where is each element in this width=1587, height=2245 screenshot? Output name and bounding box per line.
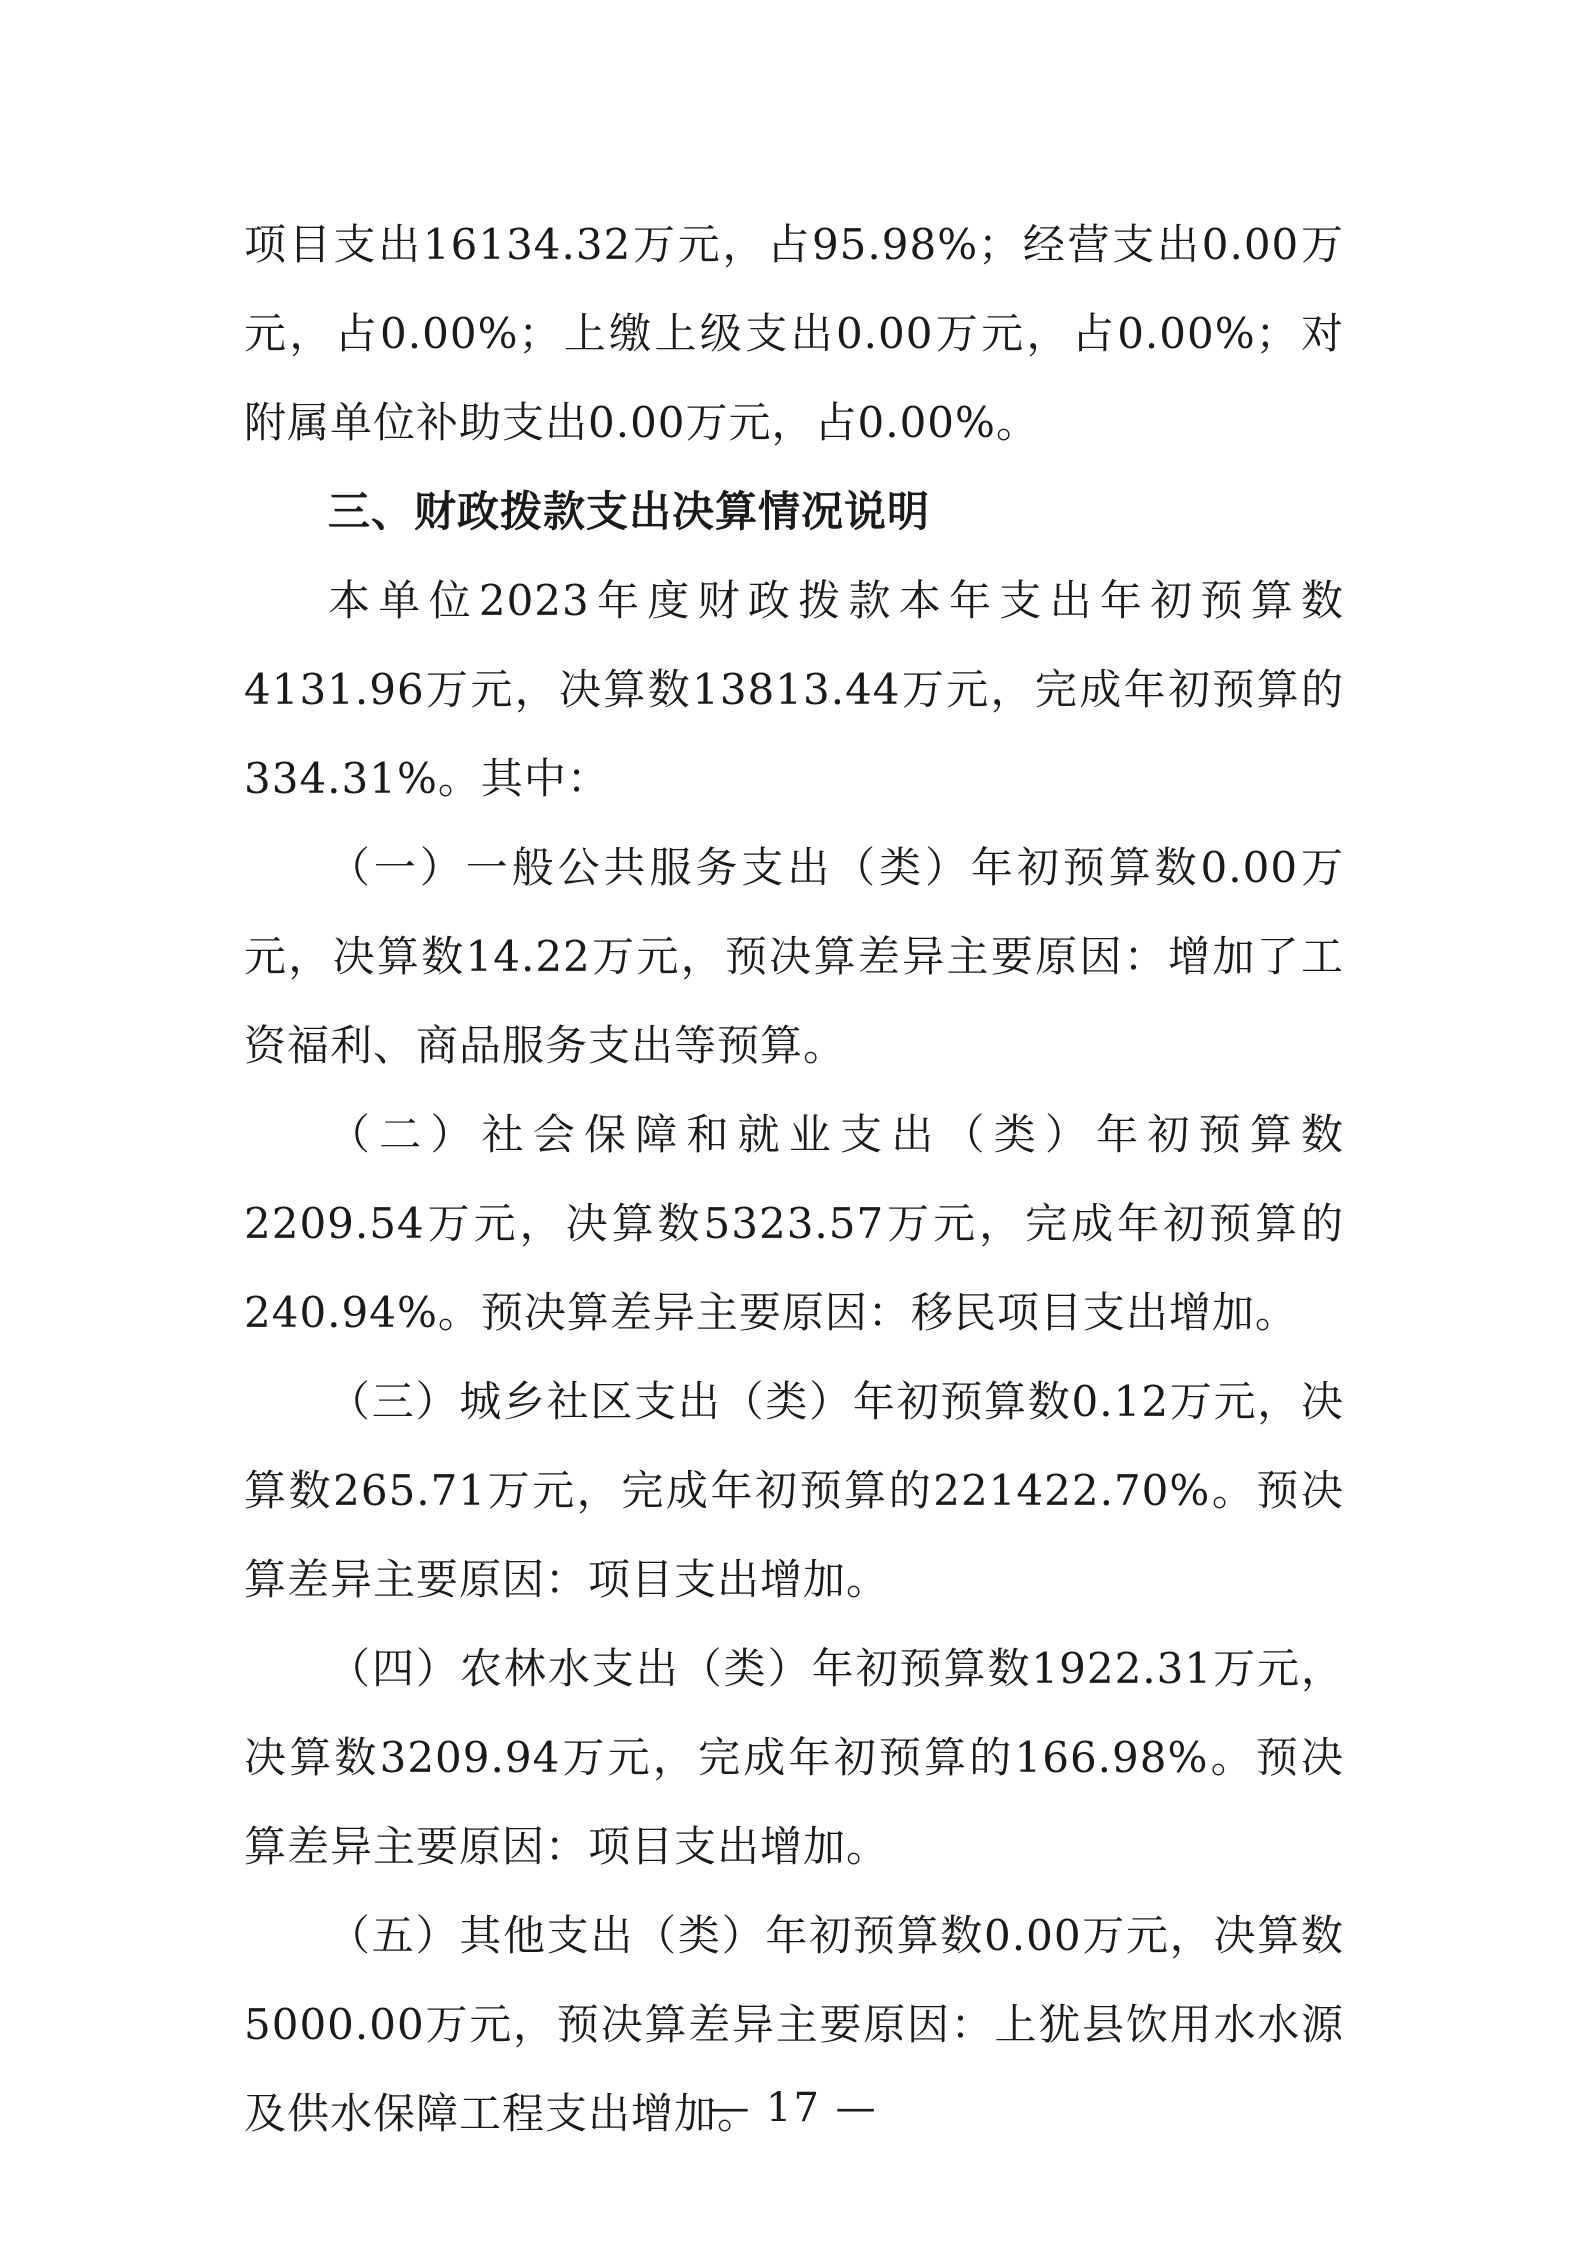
page-number: — 17 — <box>709 2085 878 2131</box>
body-text <box>244 200 1344 2158</box>
paragraph-item-3: （三）城乡社区支出（类）年初预算数0.12万元，决算数265.71万元，完成年初预算的221422.70%。预决算差异主要原因：项目支出增加。 <box>244 1377 1344 1604</box>
paragraph-item-1: （一）一般公共服务支出（类）年初预算数0.00万元，决算数14.22万元，预决算差异主要原因：增加了工资福利、商品服务支出等预算。 <box>244 843 1344 1070</box>
paragraph-continued: 项目支出16134.32万元，占95.98%；经营支出0.00万元，占0.00%；上缴上级支出0.00万元，占0.00%；对附属单位补助支出0.00万元，占0.00%。 <box>244 220 1344 447</box>
paragraph-item-4: （四）农林水支出（类）年初预算数1922.31万元，决算数3209.94万元，完成年初预算的166.98%。预决算差异主要原因：项目支出增加。 <box>244 1644 1344 1871</box>
paragraph-item-5: （五）其他支出（类）年初预算数0.00万元，决算数5000.00万元，预决算差异主要原因：上犹县饮用水水源及供水保障工程支出增加。 <box>244 1911 1344 2138</box>
paragraph-summary: 本单位2023年度财政拨款本年支出年初预算数4131.96万元，决算数13813.44万元，完成年初预算的334.31%。其中： <box>244 576 1344 803</box>
section-heading: 三、财政拨款支出决算情况说明 <box>328 487 931 536</box>
paragraph-item-2: （二）社会保障和就业支出（类）年初预算数2209.54万元，决算数5323.57万元，完成年初预算的240.94%。预决算差异主要原因：移民项目支出增加。 <box>244 1110 1344 1337</box>
